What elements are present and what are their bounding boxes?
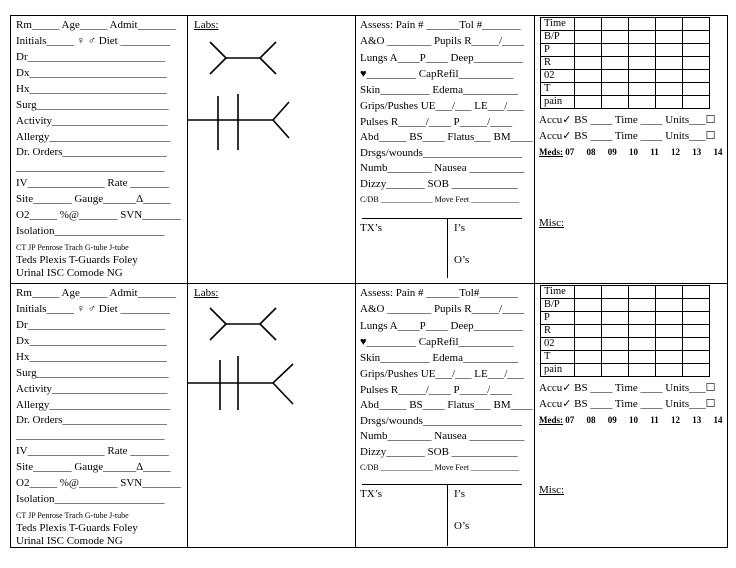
med-hour: 09 (607, 415, 617, 425)
vitals-row-p (541, 44, 710, 57)
cdb-movefeet-line: C/DB _____________ Move Feet ____________ (360, 195, 520, 204)
vitals-row-r (541, 325, 710, 338)
vitals-label: Time (541, 286, 575, 299)
med-hour: 14 (713, 147, 723, 157)
vitals-column-bottom (535, 284, 729, 550)
isolation-line: Isolation____________________ (16, 225, 165, 237)
vitals-row-o2 (541, 338, 710, 351)
tubes-line: CT JP Penrose Trach G-tube J-tube (16, 243, 129, 252)
devices-line-1: Teds Plexis T-Guards Foley (16, 254, 138, 266)
med-hour: 08 (586, 415, 596, 425)
dr-line: Dr_________________________ (16, 319, 166, 331)
vitals-label: 02 (541, 70, 575, 83)
blank-line: ___________________________ (16, 429, 165, 441)
vitals-label: R (541, 325, 575, 338)
vitals-row-pain (541, 364, 710, 377)
dr-orders-line: Dr. Orders___________________ (16, 146, 167, 158)
ao-pupils-line: A&O ________ Pupils R_____/____ (360, 35, 525, 47)
output-label: O’s (454, 254, 470, 266)
tx-io-hline (362, 218, 522, 219)
vitals-label: T (541, 351, 575, 364)
intake-label: I’s (454, 488, 465, 500)
pulses-line: Pulses R_____/____ P_____/____ (360, 384, 513, 396)
vitals-label: pain (541, 96, 575, 109)
activity-line: Activity_____________________ (16, 115, 168, 127)
intake-label: I’s (454, 222, 465, 234)
meds-row (539, 146, 723, 159)
assessment-column-top (360, 16, 534, 282)
bmp-chem7-fishbone (210, 308, 276, 340)
tx-io-vline (447, 484, 448, 546)
med-hour: 13 (692, 415, 702, 425)
vitals-label: P (541, 312, 575, 325)
vitals-label: B/P (541, 31, 575, 44)
vitals-label: 02 (541, 338, 575, 351)
vitals-row-t (541, 83, 710, 96)
grips-pushes-line: Grips/Pushes UE___/___ LE___/___ (360, 100, 524, 112)
misc-label: Misc: (539, 484, 565, 496)
cdb-movefeet-line: C/DB _____________ Move Feet ____________ (360, 463, 520, 472)
vitals-row-pain (541, 96, 710, 109)
fishbone-diagrams (188, 284, 355, 550)
grips-pushes-line: Grips/Pushes UE___/___ LE___/___ (360, 368, 524, 380)
patient-info-bottom (16, 284, 186, 550)
med-hour: 07 (565, 147, 575, 157)
ao-pupils-line: A&O ________ Pupils R_____/____ (360, 303, 525, 315)
lungs-line: Lungs A____P____ Deep_________ (360, 320, 524, 332)
misc-label: Misc: (539, 217, 565, 229)
accu-check-line-2: Accu✓ BS ____ Time ____ Units___☐ (539, 130, 716, 142)
vitals-label: P (541, 44, 575, 57)
meds-label: Meds: (539, 147, 563, 157)
numb-nausea-line: Numb________ Nausea __________ (360, 162, 525, 174)
med-hour: 08 (586, 147, 596, 157)
initials-diet-line: Initials_____ ♀ ♂ Diet _________ (16, 303, 170, 315)
devices-line-2: Urinal ISC Comode NG (16, 267, 123, 279)
labs-label: Labs: (194, 287, 219, 299)
hx-line: Hx_________________________ (16, 83, 167, 95)
dr-orders-line: Dr. Orders___________________ (16, 414, 167, 426)
bmp-chem7-fishbone (210, 42, 276, 74)
tx-io-hline (362, 484, 522, 485)
med-hour: 11 (650, 147, 659, 157)
hx-line: Hx_________________________ (16, 351, 167, 363)
initials-diet-line: Initials_____ ♀ ♂ Diet _________ (16, 35, 170, 47)
heart-caprefil-line: ♥_________ CapRefil__________ (360, 68, 514, 80)
tx-label: TX’s (360, 488, 382, 500)
vitals-label: B/P (541, 299, 575, 312)
numb-nausea-line: Numb________ Nausea __________ (360, 430, 525, 442)
meds-row (539, 414, 723, 427)
report-sheet (10, 15, 728, 548)
o2-svn-line: O2_____ %@_______ SVN_______ (16, 209, 181, 221)
vitals-grid (540, 285, 710, 377)
meds-label: Meds: (539, 415, 563, 425)
accu-check-line-2: Accu✓ BS ____ Time ____ Units___☐ (539, 398, 716, 410)
med-hour: 13 (692, 147, 702, 157)
dx-line: Dx_________________________ (16, 67, 167, 79)
iv-rate-line: IV______________ Rate _______ (16, 445, 169, 457)
pain-tol-line: Assess: Pain # ______Tol#_______ (360, 287, 518, 299)
output-label: O’s (454, 520, 470, 532)
dr-line: Dr_________________________ (16, 51, 166, 63)
vitals-label: pain (541, 364, 575, 377)
med-hour: 10 (629, 415, 638, 425)
devices-line-1: Teds Plexis T-Guards Foley (16, 522, 138, 534)
drsgs-line: Drsgs/wounds__________________ (360, 415, 522, 427)
med-hour: 12 (671, 147, 681, 157)
drsgs-line: Drsgs/wounds__________________ (360, 147, 522, 159)
isolation-line: Isolation____________________ (16, 493, 165, 505)
vitals-row-bp (541, 299, 710, 312)
accu-check-line-1: Accu✓ BS ____ Time ____ Units___☐ (539, 114, 716, 126)
iv-rate-line: IV______________ Rate _______ (16, 177, 169, 189)
site-gauge-line: Site_______ Gauge______Δ_____ (16, 193, 171, 205)
labs-column-bottom (188, 284, 355, 550)
patient-section-top (11, 16, 729, 282)
heart-caprefil-line: ♥_________ CapRefil__________ (360, 336, 514, 348)
accu-check-line-1: Accu✓ BS ____ Time ____ Units___☐ (539, 382, 716, 394)
patient-section-bottom (11, 284, 729, 550)
vitals-grid (540, 17, 710, 109)
surg-line: Surg________________________ (16, 367, 169, 379)
devices-line-2: Urinal ISC Comode NG (16, 535, 123, 547)
activity-line: Activity_____________________ (16, 383, 168, 395)
fishbone-diagrams (188, 16, 355, 282)
vitals-row-bp (541, 31, 710, 44)
vitals-label: T (541, 83, 575, 96)
pain-tol-line: Assess: Pain # ______Tol #_______ (360, 19, 521, 31)
patient-info-top (16, 16, 186, 282)
rm-age-admit-line: Rm_____ Age_____ Admit_______ (16, 19, 177, 31)
vitals-label: Time (541, 18, 575, 31)
tx-label: TX’s (360, 222, 382, 234)
abd-bs-line: Abd_____ BS____ Flatus___ BM____ (360, 399, 533, 411)
allergy-line: Allergy______________________ (16, 399, 171, 411)
surg-line: Surg________________________ (16, 99, 169, 111)
blank-line: ___________________________ (16, 161, 165, 173)
med-hour: 14 (713, 415, 723, 425)
lungs-line: Lungs A____P____ Deep_________ (360, 52, 524, 64)
skin-edema-line: Skin_________ Edema__________ (360, 84, 518, 96)
med-hour: 12 (671, 415, 681, 425)
vitals-column-top (535, 16, 729, 282)
assessment-column-bottom (360, 284, 534, 550)
abd-bs-line: Abd_____ BS____ Flatus___ BM____ (360, 131, 533, 143)
med-hour: 09 (607, 147, 617, 157)
skin-edema-line: Skin_________ Edema__________ (360, 352, 518, 364)
site-gauge-line: Site_______ Gauge______Δ_____ (16, 461, 171, 473)
med-hour: 07 (565, 415, 575, 425)
rm-age-admit-line: Rm_____ Age_____ Admit_______ (16, 287, 177, 299)
cbc-fishbone (188, 94, 289, 150)
allergy-line: Allergy______________________ (16, 131, 171, 143)
vitals-row-o2 (541, 70, 710, 83)
labs-column-top (188, 16, 355, 282)
vitals-label: R (541, 57, 575, 70)
vitals-row-time (541, 286, 710, 299)
vitals-row-time (541, 18, 710, 31)
dizzy-sob-line: Dizzy_______ SOB ____________ (360, 178, 518, 190)
med-hour: 11 (650, 415, 659, 425)
vitals-row-r (541, 57, 710, 70)
vitals-row-t (541, 351, 710, 364)
tubes-line: CT JP Penrose Trach G-tube J-tube (16, 511, 129, 520)
dizzy-sob-line: Dizzy_______ SOB ____________ (360, 446, 518, 458)
tx-io-vline (447, 218, 448, 278)
pulses-line: Pulses R_____/____ P_____/____ (360, 116, 513, 128)
vitals-row-p (541, 312, 710, 325)
labs-label: Labs: (194, 19, 219, 31)
med-hour: 10 (629, 147, 638, 157)
o2-svn-line: O2_____ %@_______ SVN_______ (16, 477, 181, 489)
cbc-fishbone (188, 356, 293, 410)
dx-line: Dx_________________________ (16, 335, 167, 347)
